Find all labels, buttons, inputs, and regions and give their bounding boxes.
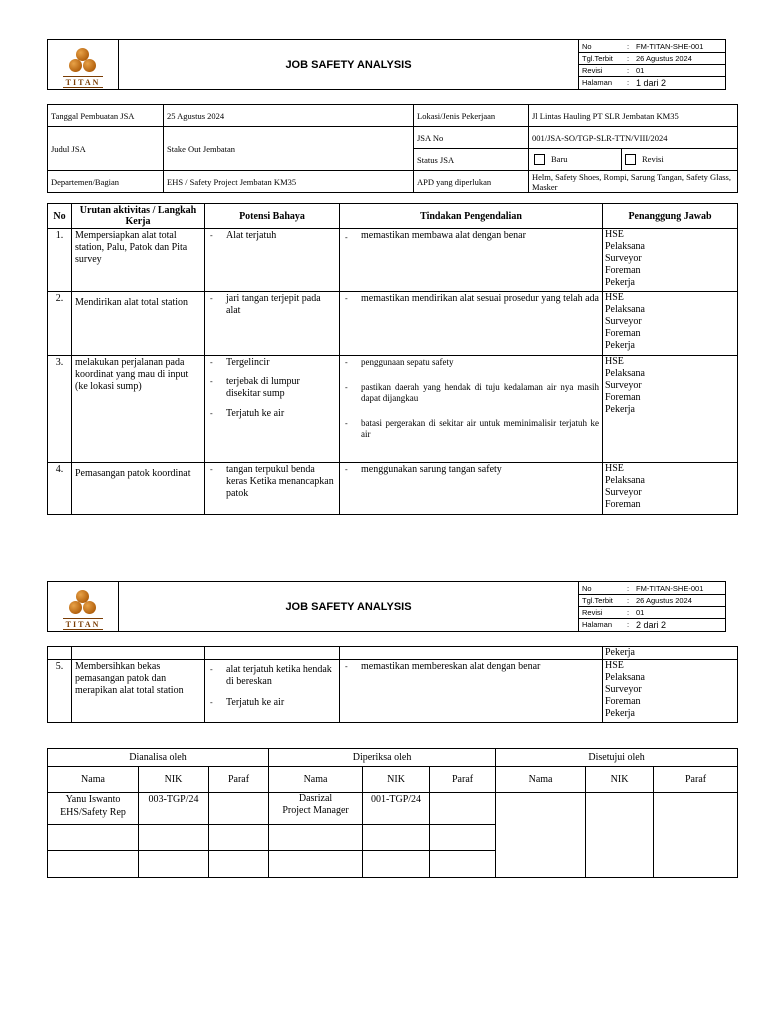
doc-revision: 01	[633, 65, 725, 77]
lokasi-label: Lokasi/Jenis Pekerjaan	[414, 105, 529, 127]
group-diperiksa: Diperiksa oleh	[269, 749, 496, 767]
logo-text: TITAN	[65, 77, 101, 87]
header-pj: Penanggung Jawab	[603, 204, 738, 229]
jsa-main-table	[47, 203, 738, 515]
judul-value: Stake Out Jembatan	[164, 127, 414, 171]
lokasi-value: Jl Lintas Hauling PT SLR Jembatan KM35	[529, 105, 738, 127]
dept-label: Departemen/Bagian	[48, 171, 164, 193]
logo	[48, 582, 119, 632]
logo	[48, 40, 119, 90]
document-meta: No : FM-TITAN-SHE-001 Tgl.Terbit : 26 Agustus 2024 Revisi : 01 Halaman : 1 dari 2	[579, 41, 725, 88]
pemeriksa-name: Dasrizal Project Manager	[269, 793, 363, 825]
baru-checkbox[interactable]	[534, 154, 545, 165]
header-no: No	[48, 204, 72, 229]
jsa-no-label: JSA No	[414, 127, 529, 149]
revisi-checkbox[interactable]	[625, 154, 636, 165]
signature-table: Dianalisa oleh Diperiksa oleh Disetujui oleh Nama NIK Paraf Nama NIK Paraf Nama NIK Paraf Yanu Iswanto EHS/Safety Rep 003-TGP/24 Dasrizal Project Manager 001-TGP/24	[47, 748, 738, 878]
header-urutan: Urutan aktivitas / Langkah Kerja	[72, 204, 205, 229]
table-row: 2. Mendirikan alat total station - jari tangan terjepit pada alat - memastikan mendirikan alat sesuai prosedur yang telah ada HSE Pelaksana Surveyor Foreman Pekerja	[48, 292, 738, 356]
header-potensi: Potensi Bahaya	[205, 204, 340, 229]
judul-label: Judul JSA	[48, 127, 164, 171]
penyetuju-name[interactable]	[496, 793, 586, 878]
document-header-page-1	[47, 39, 726, 90]
document-header-page-2	[47, 581, 726, 632]
doc-number: FM-TITAN-SHE-001	[633, 583, 725, 595]
table-row: 3. melakukan perjalanan pada koordinat yang mau di input (ke lokasi sump) - Tergelincir - terjebak di lumpur disekitar sump - Terjatuh ke air - penggunaan sepatu safety - pastikan daerah yang hendak di tuju kedalaman air nya masih dapat dijangkau - batasi pergerakan di sekitar air untuk meminimalisir terjatuh ke air HSE Pelaksana Surveyor Foreman Pekerja	[48, 356, 738, 463]
group-disetujui: Disetujui oleh	[496, 749, 738, 767]
logo-text: TITAN	[65, 619, 101, 629]
dept-value: EHS / Safety Project Jembatan KM35	[164, 171, 414, 193]
table-row: Pekerja	[48, 647, 738, 660]
status-label: Status JSA	[414, 149, 529, 171]
table-row: 4. Pemasangan patok koordinat - tangan terpukul benda keras Ketika menancapkan patok - menggunakan sarung tangan safety HSE Pelaksana Surveyor Foreman	[48, 463, 738, 515]
table-row: 1. Mempersiapkan alat total station, Palu, Patok dan Pita survey - Alat terjatuh - memastikan membawa alat dengan benar HSE Pelaksana Surveyor Foreman Pekerja	[48, 229, 738, 292]
doc-revision: 01	[633, 607, 725, 619]
doc-date: 26 Agustus 2024	[633, 53, 725, 65]
document-meta: No : FM-TITAN-SHE-001 Tgl.Terbit : 26 Agustus 2024 Revisi : 01 Halaman : 2 dari 2	[579, 583, 725, 630]
analis-nik: 003-TGP/24	[139, 793, 209, 825]
doc-page: 1 dari 2	[636, 77, 667, 88]
penyetuju-paraf[interactable]	[654, 793, 738, 878]
apd-label: APD yang diperlukan	[414, 171, 529, 193]
doc-date: 26 Agustus 2024	[633, 595, 725, 607]
apd-value: Helm, Safety Shoes, Rompi, Sarung Tangan, Safety Glass, Masker	[529, 171, 738, 193]
jsa-no-value: 001/JSA-SO/TGP-SLR-TTN/VIII/2024	[529, 127, 738, 149]
status-baru: Baru	[529, 149, 622, 171]
pemeriksa-paraf[interactable]	[430, 793, 496, 825]
jsa-main-table-continued	[47, 646, 738, 723]
tanggal-label: Tanggal Pembuatan JSA	[48, 105, 164, 127]
analis-paraf[interactable]	[209, 793, 269, 825]
group-dianalisa: Dianalisa oleh	[48, 749, 269, 767]
pemeriksa-nik: 001-TGP/24	[363, 793, 430, 825]
doc-number: FM-TITAN-SHE-001	[633, 41, 725, 53]
table-row: 5. Membersihkan bekas pemasangan patok dan merapikan alat total station - alat terjatuh ketika hendak di bereskan - Terjatuh ke air - memastikan membereskan alat dengan benar HSE Pelaksana Surveyor Foreman Pekerja	[48, 660, 738, 723]
jsa-info-table	[47, 104, 738, 193]
penyetuju-nik[interactable]	[586, 793, 654, 878]
document-title: JOB SAFETY ANALYSIS	[119, 582, 579, 632]
status-revisi: Revisi	[622, 149, 738, 171]
tanggal-value: 25 Agustus 2024	[164, 105, 414, 127]
document-title: JOB SAFETY ANALYSIS	[119, 40, 579, 90]
header-tindakan: Tindakan Pengendalian	[340, 204, 603, 229]
doc-page: 2 dari 2	[636, 619, 667, 630]
analis-name: Yanu Iswanto EHS/Safety Rep	[48, 793, 139, 825]
